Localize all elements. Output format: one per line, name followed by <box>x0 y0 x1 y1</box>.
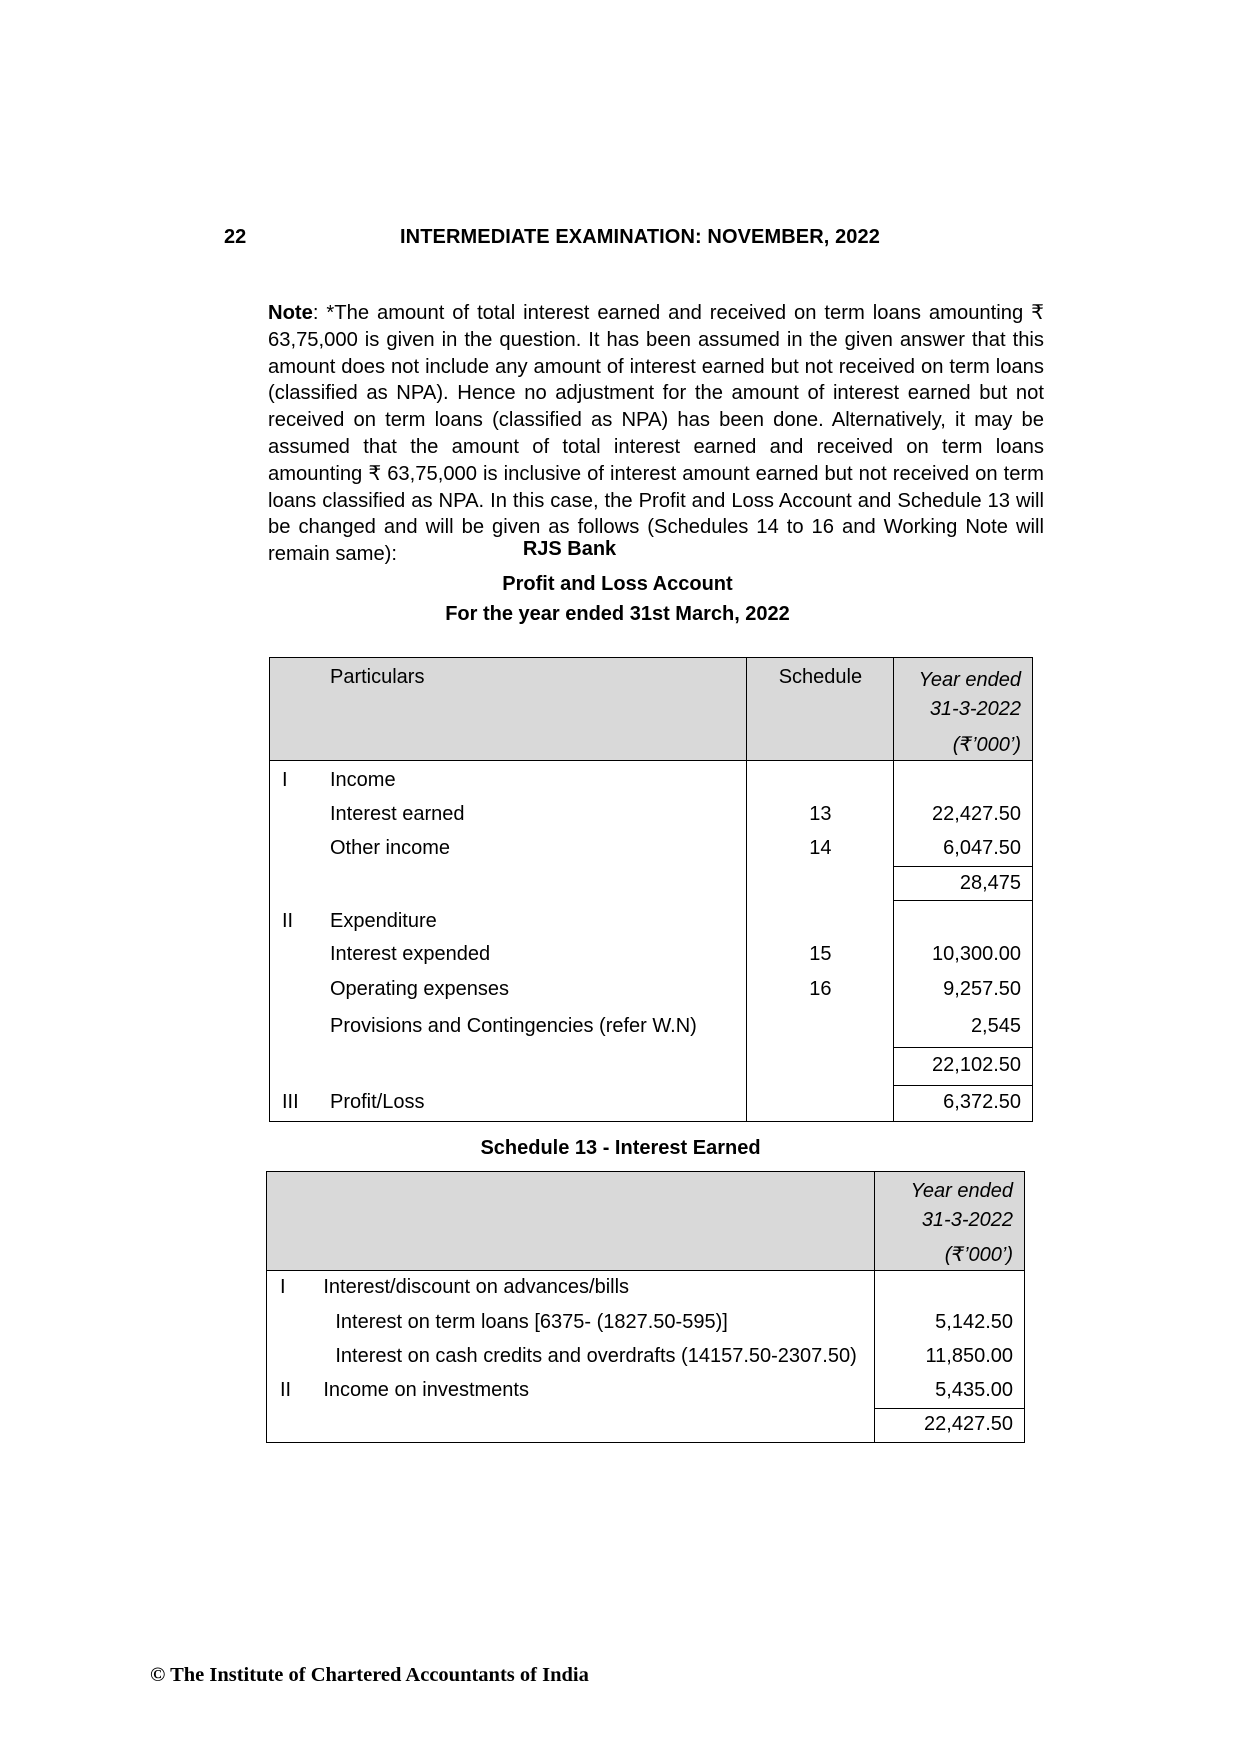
pl-row <box>270 867 1033 901</box>
bank-name: RJS Bank <box>522 538 617 560</box>
page-number: 22 <box>224 226 247 248</box>
pl-header-row <box>270 658 1033 761</box>
pl-row: Interest earned 13 22,427.50 <box>270 799 1033 833</box>
pl-row: Interest expended 15 10,300.00 <box>270 939 1033 974</box>
pl-row-label: Other income <box>329 836 451 859</box>
copyright-footer: © The Institute of Chartered Accountants of India <box>150 1664 589 1686</box>
col-schedule: Schedule <box>747 658 894 761</box>
profit-loss-table <box>269 657 1033 1122</box>
sch-row: II Income on investments 5,435.00 <box>267 1375 1025 1409</box>
pl-row-label: Provisions and Contingencies (refer W.N) <box>329 1014 697 1037</box>
profit-amount: 6,372.50 <box>894 1086 1033 1122</box>
sch-col-year: Year ended 31-3-2022 (₹’000’) <box>875 1172 1025 1271</box>
income-total: 28,475 <box>894 867 1033 901</box>
note-label: Note <box>268 302 313 324</box>
pl-row-label: Expenditure <box>329 909 437 932</box>
pl-row-label: Profit/Loss <box>329 1090 425 1113</box>
col-unit: (₹’000’) <box>952 734 1021 756</box>
pl-row: Other income 14 6,047.50 <box>270 833 1033 867</box>
pl-row: Provisions and Contingencies (refer W.N) 2,545 <box>270 1010 1033 1048</box>
sch-row-label: Interest/discount on advances/bills <box>323 1276 630 1298</box>
schedule13-table <box>266 1171 1025 1443</box>
page-header-title: INTERMEDIATE EXAMINATION: NOVEMBER, 2022 <box>400 226 880 248</box>
col-year <box>894 658 1033 761</box>
schedule13-total: 22,427.50 <box>875 1409 1025 1443</box>
note-paragraph <box>268 300 1044 568</box>
sch-row: I Interest/discount on advances/bills <box>267 1271 1025 1307</box>
pl-row-label: Interest expended <box>329 942 491 965</box>
pl-period: For the year ended 31st March, 2022 <box>445 603 790 625</box>
pl-row-label: Income <box>329 769 396 791</box>
pl-row: III Profit/Loss 6,372.50 <box>270 1086 1033 1122</box>
schedule13-title: Schedule 13 - Interest Earned <box>480 1137 761 1159</box>
pl-row: Operating expenses 16 9,257.50 <box>270 974 1033 1010</box>
sch-row <box>267 1409 1025 1443</box>
col-year-line1: Year ended <box>918 669 1021 691</box>
pl-row: II Expenditure <box>270 901 1033 939</box>
pl-row-label: Operating expenses <box>329 977 509 1000</box>
col-year-line2: 31-3-2022 <box>929 698 1021 720</box>
sch-row: Interest on term loans [6375- (1827.50-595)] 5,142.50 <box>267 1307 1025 1341</box>
sch-row-label: Interest on term loans [6375- (1827.50-595)] <box>335 1310 728 1333</box>
pl-row: I Income <box>270 761 1033 799</box>
sch-row: Interest on cash credits and overdrafts (14157.50-2307.50) 11,850.00 <box>267 1341 1025 1375</box>
pl-row-label: Interest earned <box>329 802 465 825</box>
sch-row-label: Income on investments <box>323 1378 529 1401</box>
expenditure-total: 22,102.50 <box>894 1048 1033 1086</box>
pl-title: Profit and Loss Account <box>502 573 733 595</box>
col-particulars: Particulars <box>330 658 747 761</box>
pl-row <box>270 1048 1033 1086</box>
sch-header-row <box>267 1172 1025 1271</box>
note-text: : *The amount of total interest earned and received on term loans amounting ₹ 63,75,000 is given in the question. It has been assumed in the given answer that this amount does not include any amount of interest earned but not received on term loans (classified as NPA). Hence no adjustment for the amount of interest earned but not received on term loans (classified as NPA) has been done. Alternatively, it may be assumed that the amount of total interest earned and received on term loans amounting ₹ 63,75,000 is inclusive of interest amount earned but not received on term loans classified as NPA. In this case, the Profit and Loss Account and Schedule 13 will be changed and will be given as follows (Schedules 14 to 16 and Working Note will remain same): <box>268 302 1044 566</box>
sch-row-label: Interest on cash credits and overdrafts (14157.50-2307.50) <box>335 1344 857 1367</box>
